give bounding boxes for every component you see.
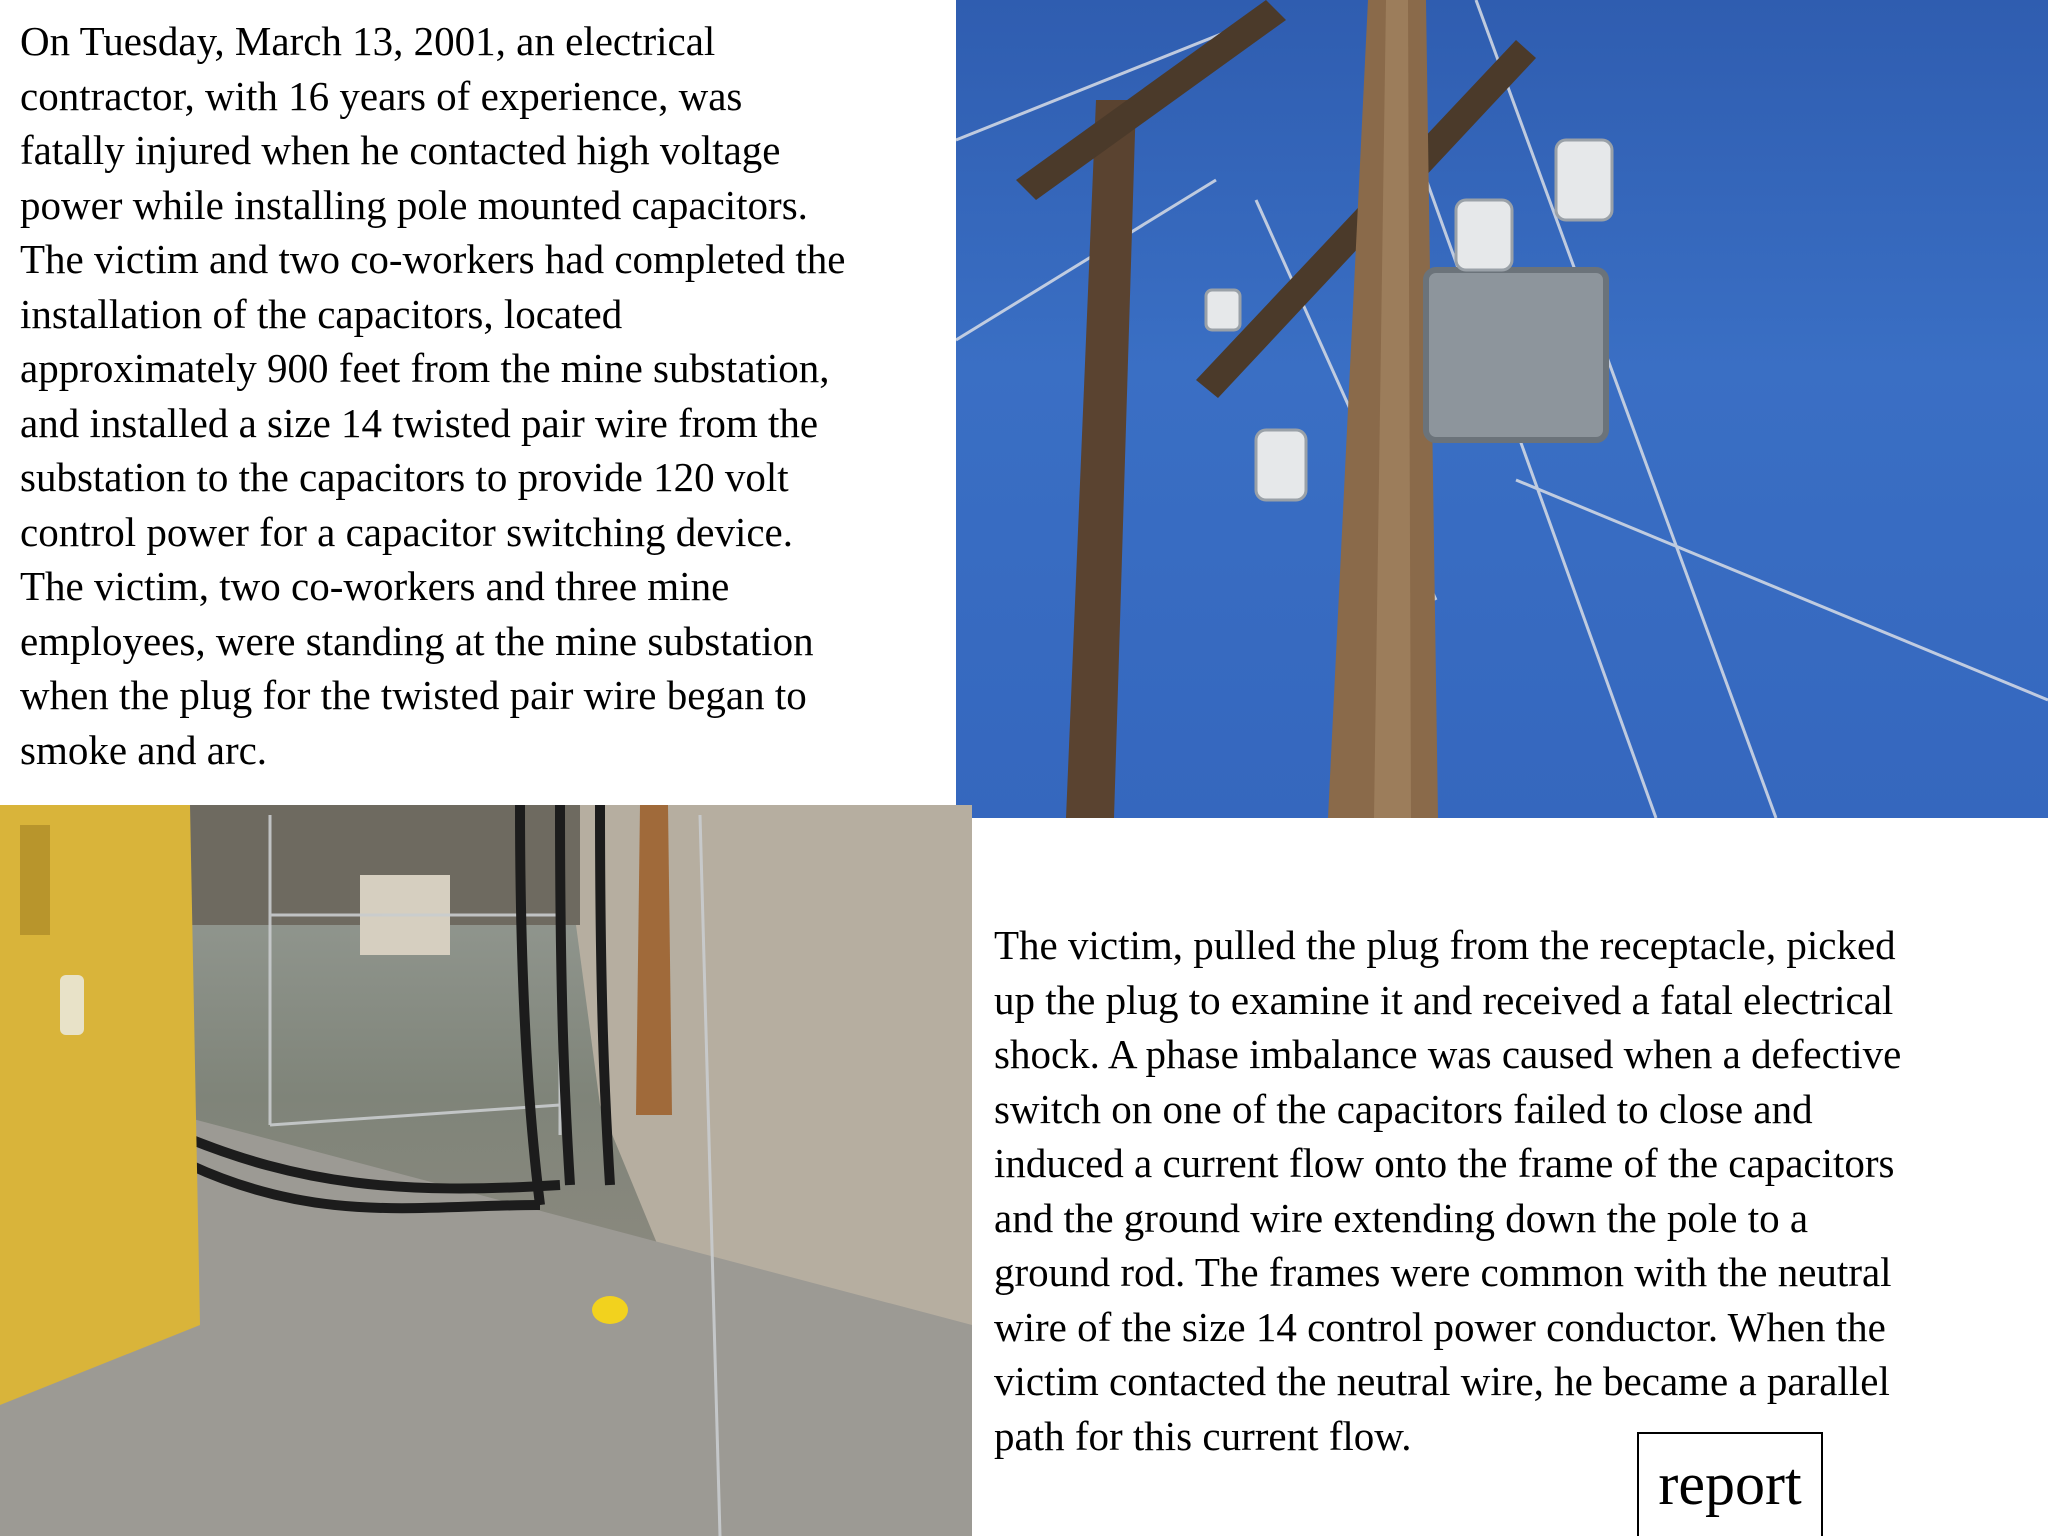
text-line: power while installing pole mounted capacitors. xyxy=(20,181,808,228)
text-line: The victim and two co-workers had completed the xyxy=(20,236,846,282)
text-line: On Tuesday, March 13, 2001, an electrical xyxy=(20,18,716,64)
text-line: when the plug for the twisted pair wire began to xyxy=(20,672,807,718)
text-line: ground rod. The frames were common with the neutral xyxy=(994,1249,1892,1295)
text-line: shock. A phase imbalance was caused when a defective xyxy=(994,1031,1902,1077)
text-line: smoke and arc. xyxy=(20,726,268,773)
text-line: control power for a capacitor switching device. xyxy=(20,508,793,555)
text-line: The victim, two co-workers and three mine xyxy=(20,563,730,609)
utility-pole-illustration xyxy=(956,0,2048,818)
text-line: and the ground wire extending down the pole to a xyxy=(994,1194,1809,1241)
accident-cause-paragraph xyxy=(994,918,1901,1463)
text-line: substation to the capacitors to provide 120 volt xyxy=(20,454,789,500)
text-line: induced a current flow onto the frame of the capacitors xyxy=(994,1140,1895,1186)
text-line: up the plug to examine it and received a fatal electrical xyxy=(994,976,1894,1023)
report-button[interactable]: report xyxy=(1637,1432,1823,1536)
substation-illustration xyxy=(0,805,972,1536)
utility-pole-photo xyxy=(956,0,2048,818)
mine-substation-photo xyxy=(0,805,972,1536)
text-line: wire of the size 14 control power conductor. When the xyxy=(994,1303,1886,1350)
text-line: contractor, with 16 years of experience, was xyxy=(20,72,743,119)
text-line: victim contacted the neutral wire, he became a parallel xyxy=(994,1358,1890,1404)
accident-description-paragraph xyxy=(20,14,845,777)
text-line: switch on one of the capacitors failed to close and xyxy=(994,1085,1813,1132)
text-line: approximately 900 feet from the mine substation, xyxy=(20,345,830,391)
text-line: employees, were standing at the mine substation xyxy=(20,617,814,664)
text-line: installation of the capacitors, located xyxy=(20,290,623,337)
text-line: path for this current flow. xyxy=(994,1412,1412,1459)
text-line: and installed a size 14 twisted pair wire from the xyxy=(20,399,819,446)
text-line: fatally injured when he contacted high voltage xyxy=(20,127,781,173)
text-line: The victim, pulled the plug from the receptacle, picked xyxy=(994,922,1896,968)
